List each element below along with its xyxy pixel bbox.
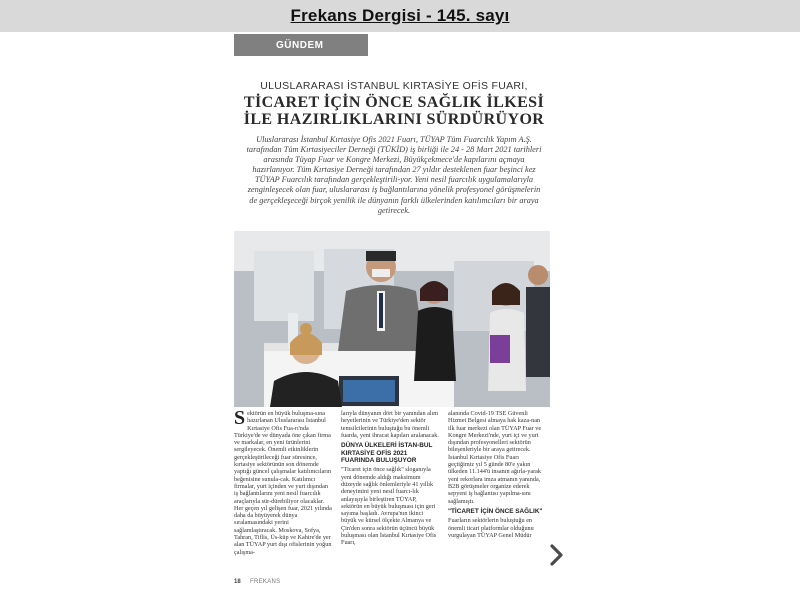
article-headline	[234, 94, 554, 128]
column-2-subhead: DÜNYA ÜLKELERİ İSTAN-BUL KIRTASİYE OFİS 2021 FUARINDA BULUŞUYOR	[341, 442, 433, 464]
headline-line-2: İLE HAZIRLIKLARINI SÜRDÜRÜYOR	[243, 111, 545, 128]
column-3-text: alanında Covid-19 TSE Güvenli Hizmet Belgesi almaya hak kaza-nan ilk fuar merkezi olan TÜYAP Fuar ve Kongre Merkezi'nde, yurt içi ve yurt dışından profesyonelleri sektörün bileşenleriyle bir araya getirecek. İstanbul Kırtasiye Ofis Fuarı geçtiğimiz yıl 5 günde 80'e yakın ülkeden 11.144'ü insanın ağırla-yarak yeni rekorlara imza atmanın yanında, B2B görüşmeler organize ederek sepyeni iş bağlantısı yapılma-sını sağlamıştı.	[448, 410, 542, 505]
column-2-text: larıyla dünyanın dört bir yanından alım heyetlerinin ve Türkiye'den sektör temsilcilerinin buluştuğu bu önemli fuarda, yeni ihracat kapıları aralanacak.	[341, 410, 439, 439]
article-lead: Uluslararası İstanbul Kırtasiye Ofis 2021 Fuarı, TÜYAP Tüm Fuarcılık Yapım A.Ş. tarafından Tüm Kırtasiyeciler Derneği (TÜKİD) iş birliği ile 24 - 28 Mart 2021 tarihleri arasında Tüyap Fuar ve Kongre Merkezi, Büyükçekmece'de kapılarını açmaya hazırlanıyor. Tüm Kırtasiye Derneği tarafından 27 yıldır desteklenen fuar beşinci kez TÜYAP Fuarcılık tarafından gerçekleştirili-yor. Yeni nesil fuarcılık uygulamalarıyla zenginleşecek olan fuar, uluslararası iş bağlantılarına yönelik profesyonel görüşmelerin de gerçekleşeceği birçok yenilik ile dünyanın farklı ülkelerinden katılımcıları bir araya getirecek.	[246, 135, 542, 215]
magazine-issue-title: Frekans Dergisi - 145. sayı	[290, 6, 510, 25]
headline-line-1: TİCARET İÇİN ÖNCE SAĞLIK İLKESİ	[243, 94, 545, 111]
fair-photo-illustration	[234, 231, 550, 407]
column-3-subhead: "TİCARET İÇİN ÖNCE SAĞLIK"	[448, 507, 543, 515]
article-kicker: ULUSLARARASI İSTANBUL KIRTASİYE OFİS FUARI,	[260, 80, 528, 92]
fair-photo	[234, 231, 550, 407]
column-2-text-continued: "Ticaret için önce sağlık" sloganıyla yeni dönemde aldığı maksimum düzeyde sağlık önlemleriyle 41 yıllık deneyimini yeni nesil fuarcı-lık anlayışıyla birleştiren TÜYAP, sektörün en büyük buluşması için geri sayıma başladı. Avrupa'nın ikinci büyük ve kürsel ölçekte Almanya ve Çin'den sonra sektörün üçüncü büyük buluşması olan İstanbul Kırtasiye Ofis Fuarı,	[341, 466, 437, 547]
column-1-text: ektörün en büyük buluşma-sına hazırlanan Uluslararası İstanbul Kırtasiye Ofis Fua-rı'nda Türkiye'de ve dünyada öne çıkan firma ve markalar, en yeni ürünlerini sergileyecek. Önemli etkinliklerin gerçekleştirileceği fuar süresince, kırtasiye sektörünün son dönemde yaptığı güncel çalışmalar katılımcıların beğenisine sunula-cak. Katılımcı firmalar, yurt içinden ve yurt dışından iş bağlantılarını yeni nesil fuarcılık araçlarıyla sür-dürebiliyor olacaklar. Her geçen yıl gelişen fuar, 2021 yılında daha da büyüyerek dünya sıralamasındaki yerini sağlamlaştıracak. Moskova, Sofya, Tahran, Tiflis, Üs-küp ve Kahire'de yer alan TÜYAP yurt dışı ofislerinin yoğun çalışma-	[234, 410, 332, 556]
body-column-2	[341, 410, 439, 578]
section-label: GÜNDEM	[234, 34, 368, 56]
magazine-footer-label: FREKANS	[250, 579, 281, 585]
body-column-3	[448, 410, 546, 578]
page-number: 18	[234, 579, 241, 585]
title-bar	[0, 0, 800, 32]
magazine-page	[234, 32, 554, 600]
body-column-1	[234, 410, 332, 578]
drop-cap: S	[234, 410, 246, 429]
next-page-chevron-icon[interactable]	[550, 544, 564, 566]
column-3-text-continued: Fuarların sektörlerin buluştuğu en önemli ticari platformlar olduğunu vurgulayan TÜYAP Genel Müdür	[448, 517, 534, 539]
article-body	[234, 410, 554, 578]
chevron-right-icon	[550, 544, 564, 566]
